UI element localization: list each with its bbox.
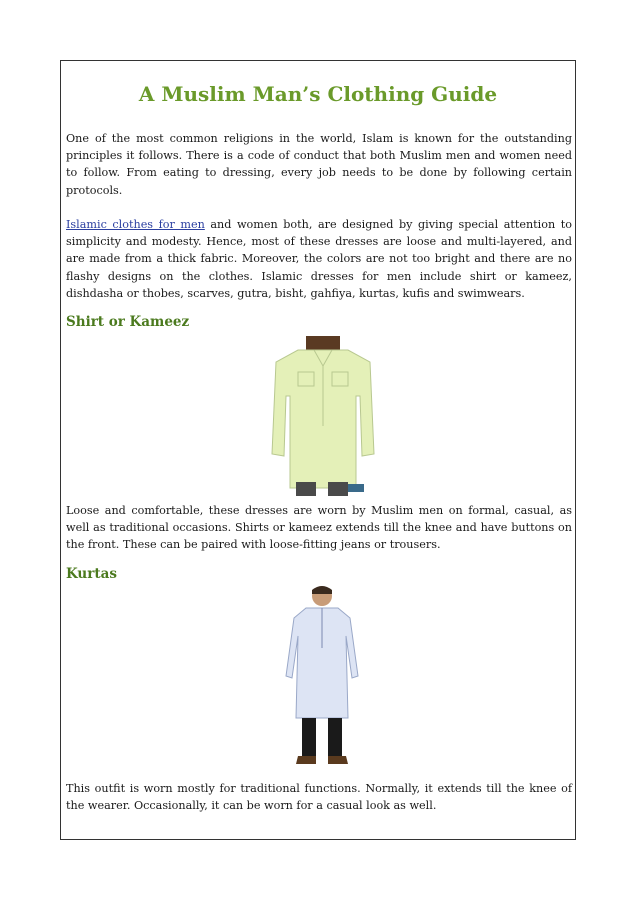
section-heading-kameez: Shirt or Kameez: [66, 314, 190, 330]
clothes-paragraph-text: and women both, are designed by giving special attention to simplicity and modesty. Hence, most of these dresses are loose and multi-layered, and are made from a thick fabric. Moreover, the colors are not too bright and there are no flashy designs on the clothes. Islamic dresses for men include shirt or kameez, dishdasha or thobes, scarves, gutra, bisht, gahfiya, kurtas, kufis and swimwears.: [66, 218, 572, 300]
kurta-photo: [276, 584, 368, 768]
kurta-paragraph: This outfit is worn mostly for traditional functions. Normally, it extends till the knee of the wearer. Occasionally, it can be worn for a casual look as well.: [66, 782, 572, 813]
kameez-photo: [268, 336, 380, 496]
clothes-paragraph: [66, 216, 572, 302]
islamic-clothes-link[interactable]: Islamic clothes for men: [66, 218, 205, 231]
page-title: A Muslim Man’s Clothing Guide: [138, 82, 498, 106]
section-heading-kurtas: Kurtas: [66, 566, 117, 582]
kameez-paragraph: Loose and comfortable, these dresses are worn by Muslim men on formal, casual, as well as traditional occasions. Shirts or kameez extends till the knee and have buttons on the front. These can be paired with loose-fitting jeans or trousers.: [66, 504, 572, 552]
intro-paragraph: One of the most common religions in the world, Islam is known for the outstanding principles it follows. There is a code of conduct that both Muslim men and women need to follow. From eating to dressing, every job needs to be done by following certain protocols.: [66, 132, 572, 197]
